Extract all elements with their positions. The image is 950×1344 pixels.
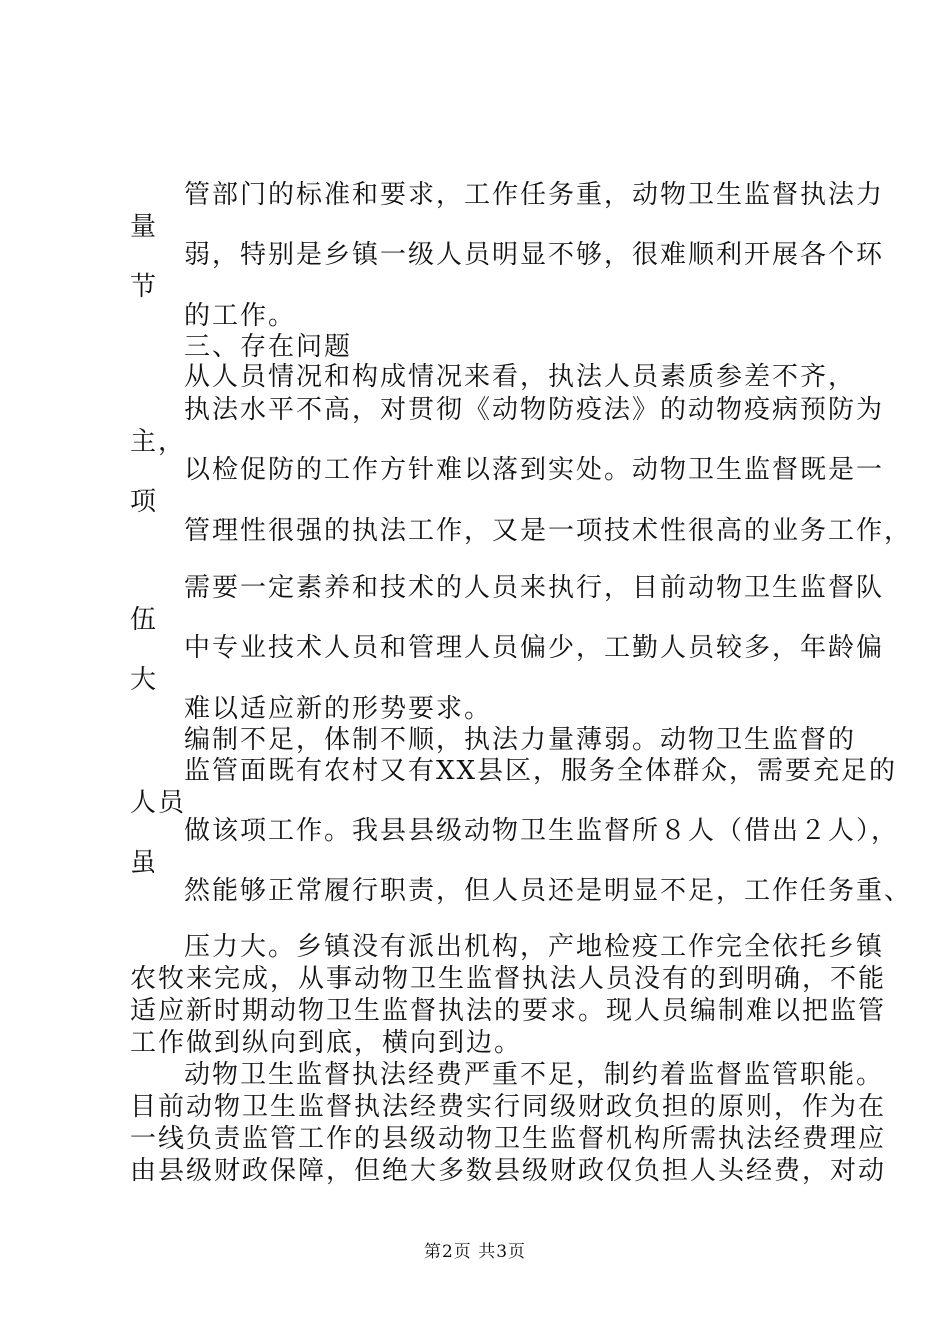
text-line: 人员 [130, 788, 187, 818]
text-line: 执法水平不高，对贯彻《动物防疫法》的动物疫病预防为 [184, 395, 885, 425]
text-line: 管理性很强的执法工作，又是一项技术性很高的业务工作， [184, 516, 913, 546]
section-heading: 三、存在问题 [184, 332, 353, 362]
text-line: 需要一定素养和技术的人员来执行，目前动物卫生监督队 [184, 573, 885, 603]
page-footer: 第2页 共3页 [423, 1242, 527, 1262]
text-line: 主， [130, 427, 187, 457]
text-line: 动物卫生监督执法经费严重不足，制约着监督监管职能。 [184, 1060, 885, 1090]
text-line: 伍 [130, 605, 159, 635]
text-line: 一线负责监管工作的县级动物卫生监督机构所需执法经费理应 [130, 1124, 887, 1154]
text-line: 虽 [130, 848, 159, 878]
text-line: 监管面既有农村又有XX县区，服务全体群众，需要充足的 [184, 756, 898, 786]
text-line: 量 [130, 212, 159, 242]
text-line: 农牧来完成，从事动物卫生监督执法人员没有的到明确，不能 [130, 964, 887, 994]
text-line: 然能够正常履行职责，但人员还是明显不足，工作任务重、 [184, 876, 913, 906]
text-line: 管部门的标准和要求，工作任务重，动物卫生监督执法力 [184, 180, 885, 210]
text-line: 工作做到纵向到底，横向到边。 [130, 1028, 523, 1058]
text-line: 项 [130, 487, 159, 517]
text-line: 从人员情况和构成情况来看，执法人员素质参差不齐， [184, 362, 857, 392]
text-line: 适应新时期动物卫生监督执法的要求。现人员编制难以把监管 [130, 996, 887, 1026]
text-line: 节 [130, 272, 159, 302]
text-line: 由县级财政保障，但绝大多数县级财政仅负担人头经费，对动 [130, 1156, 887, 1186]
text-line: 中专业技术人员和管理人员偏少，工勤人员较多，年龄偏 [184, 633, 885, 663]
text-line: 的工作。 [184, 301, 297, 331]
text-line: 目前动物卫生监督执法经费实行同级财政负担的原则，作为在 [130, 1092, 887, 1122]
text-line: 压力大。乡镇没有派出机构，产地检疫工作完全依托乡镇 [184, 932, 885, 962]
text-line: 以检促防的工作方针难以落到实处。动物卫生监督既是一 [184, 455, 885, 485]
text-line: 弱，特别是乡镇一级人员明显不够，很难顺利开展各个环 [184, 240, 885, 270]
text-line: 大 [130, 665, 159, 695]
text-line: 做该项工作。我县县级动物卫生监督所８人（借出２人）， [184, 816, 900, 846]
text-line: 难以适应新的形势要求。 [184, 694, 493, 724]
text-line: 编制不足，体制不顺，执法力量薄弱。动物卫生监督的 [184, 725, 857, 755]
